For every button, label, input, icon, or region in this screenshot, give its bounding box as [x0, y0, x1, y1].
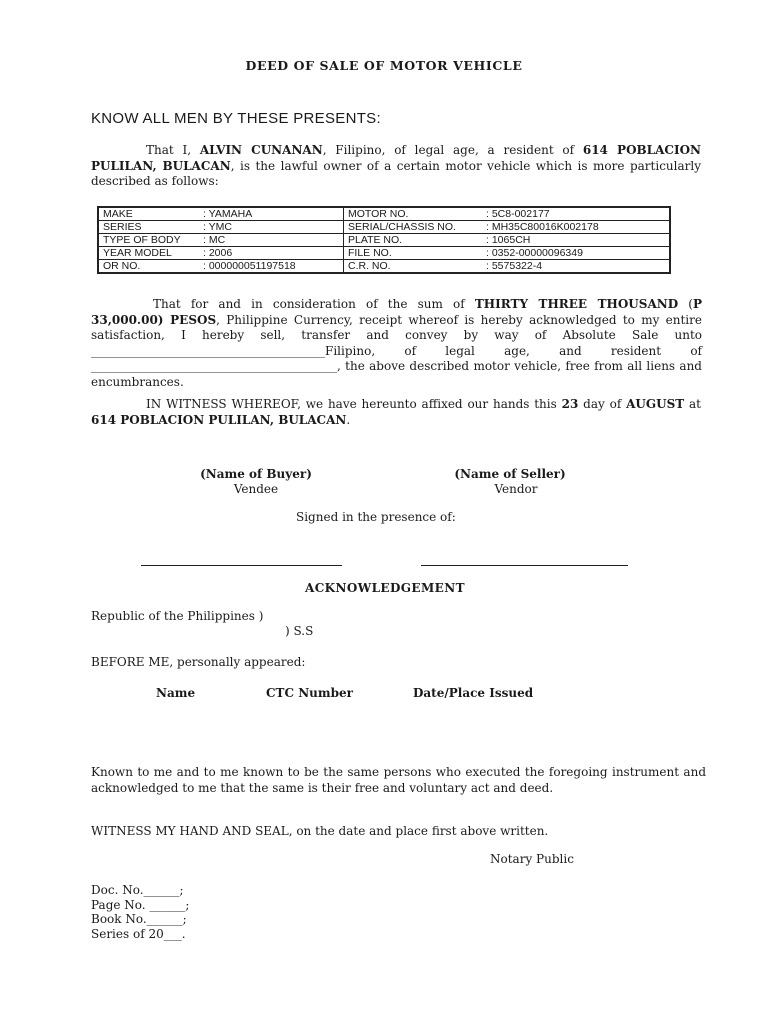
vehicle-cell-right	[344, 207, 671, 221]
consideration-text-4: Filipino, of legal age, and resident of	[325, 343, 702, 358]
doc-no-line: Doc. No.______;	[91, 883, 184, 897]
vehicle-cell-left	[98, 247, 344, 260]
vehicle-label: SERIES	[103, 221, 142, 233]
vehicle-cell-right	[344, 221, 671, 234]
vehicle-label: MOTOR NO.	[348, 208, 409, 220]
witness-hand-text: WITNESS MY HAND AND SEAL, on the date and place first above written.	[91, 824, 549, 838]
book-no-line: Book No.______;	[91, 912, 187, 926]
republic-line: Republic of the Philippines )	[91, 609, 264, 623]
consideration-text-1: That for and in consideration of the sum of	[153, 297, 475, 311]
seller-name-label: (Name of Seller)	[454, 467, 566, 481]
table-row	[98, 247, 670, 260]
residence-blank: _________________________________________	[91, 359, 337, 373]
series-line: Series of 20___.	[91, 926, 186, 941]
seller-address: 614 POBLACION PULILAN, BULACAN	[91, 143, 701, 173]
amount-number: P 33,000.00) PESOS	[91, 297, 702, 327]
vehicle-value: : 2006	[203, 247, 233, 259]
vehicle-cell-left	[98, 221, 344, 234]
table-row	[98, 207, 670, 221]
document-title: DEED OF SALE OF MOTOR VEHICLE	[245, 58, 523, 73]
seller-name: ALVIN CUNANAN	[199, 143, 323, 157]
vehicle-cell-left	[98, 260, 344, 274]
buyer-name-label: (Name of Buyer)	[200, 467, 312, 481]
acknowledgement-heading: ACKNOWLEDGEMENT	[305, 581, 465, 595]
column-name: Name	[156, 686, 196, 700]
known-paragraph: Known to me and to me known to be the same persons who executed the foregoing instrument and acknowledged to me that the same is their free and voluntary act and deed.	[91, 765, 706, 795]
vehicle-label: MAKE	[103, 208, 133, 220]
vehicle-value: : 000000051197518	[203, 260, 296, 272]
consideration-text-5: , the above described motor vehicle, free from all liens and encumbrances.	[91, 359, 702, 389]
table-row	[98, 221, 670, 234]
intro-text-1: That I,	[146, 143, 200, 157]
vehicle-label: FILE NO.	[348, 247, 392, 259]
vehicle-value: : 5C8-002177	[486, 208, 550, 220]
ss-line: ) S.S	[285, 624, 314, 638]
page-no-line: Page No. ______;	[91, 897, 190, 912]
buyer-blank: _______________________________________	[91, 343, 325, 358]
intro-paragraph	[91, 143, 701, 190]
witness-signature-line-1	[141, 565, 342, 566]
witness-text-3: at	[684, 397, 701, 411]
witness-text-4: .	[346, 412, 351, 427]
vehicle-cell-right	[344, 260, 671, 274]
vehicle-value: : 5575322-4	[486, 260, 543, 272]
vendee-label: Vendee	[233, 482, 279, 496]
intro-text-2: , Filipino, of legal age, a resident of	[322, 143, 583, 157]
intro-text-3: , is the lawful owner of a certain motor vehicle which is more particularly described as follows:	[91, 158, 701, 188]
vehicle-cell-left	[98, 234, 344, 247]
witness-paragraph	[91, 397, 701, 428]
vehicle-value: : MH35C80016K002178	[486, 221, 599, 233]
table-row	[98, 260, 670, 274]
notary-public-label: Notary Public	[490, 852, 574, 866]
witness-signature-line-2	[421, 565, 628, 566]
vehicle-value: : 1065CH	[486, 234, 531, 246]
witness-day: 23	[561, 397, 579, 411]
amount-words: THIRTY THREE THOUSAND	[474, 297, 679, 311]
vehicle-label: SERIAL/CHASSIS NO.	[348, 221, 456, 233]
before-me-text: BEFORE ME, personally appeared:	[91, 655, 306, 669]
column-ctc-number: CTC Number	[266, 686, 353, 700]
signed-presence-text: Signed in the presence of:	[296, 510, 456, 524]
vehicle-value: : MC	[203, 234, 226, 246]
consideration-text-2: (	[678, 297, 693, 311]
consideration-paragraph	[91, 297, 702, 390]
vehicle-label: TYPE OF BODY	[103, 234, 181, 246]
vehicle-label: PLATE NO.	[348, 234, 403, 246]
vehicle-value: : YAMAHA	[203, 208, 253, 220]
witness-text-1: IN WITNESS WHEREOF, we have hereunto affixed our hands this	[146, 397, 562, 411]
witness-place: 614 POBLACION PULILAN, BULACAN	[91, 412, 347, 427]
vehicle-value: : 0352-00000096349	[486, 247, 583, 259]
table-row	[98, 234, 670, 247]
vehicle-details-table	[97, 206, 671, 274]
vehicle-cell-right	[344, 234, 671, 247]
vehicle-value: : YMC	[203, 221, 232, 233]
know-all-heading: KNOW ALL MEN BY THESE PRESENTS:	[91, 110, 381, 127]
column-date-place: Date/Place Issued	[413, 686, 534, 700]
vehicle-cell-right	[344, 247, 671, 260]
witness-month: AUGUST	[626, 397, 685, 411]
vehicle-cell-left	[98, 207, 344, 221]
vehicle-label: C.R. NO.	[348, 260, 391, 272]
vehicle-label: YEAR MODEL	[103, 247, 172, 259]
witness-text-2: day of	[578, 397, 627, 411]
vehicle-label: OR NO.	[103, 260, 141, 272]
consideration-text-3: , Philippine Currency, receipt whereof is hereby acknowledged to my entire satisfaction, I hereby sell, transfer and convey by way of Absolute Sale unto	[91, 312, 702, 342]
vendor-label: Vendor	[494, 482, 538, 496]
doc-record-block	[91, 883, 189, 941]
